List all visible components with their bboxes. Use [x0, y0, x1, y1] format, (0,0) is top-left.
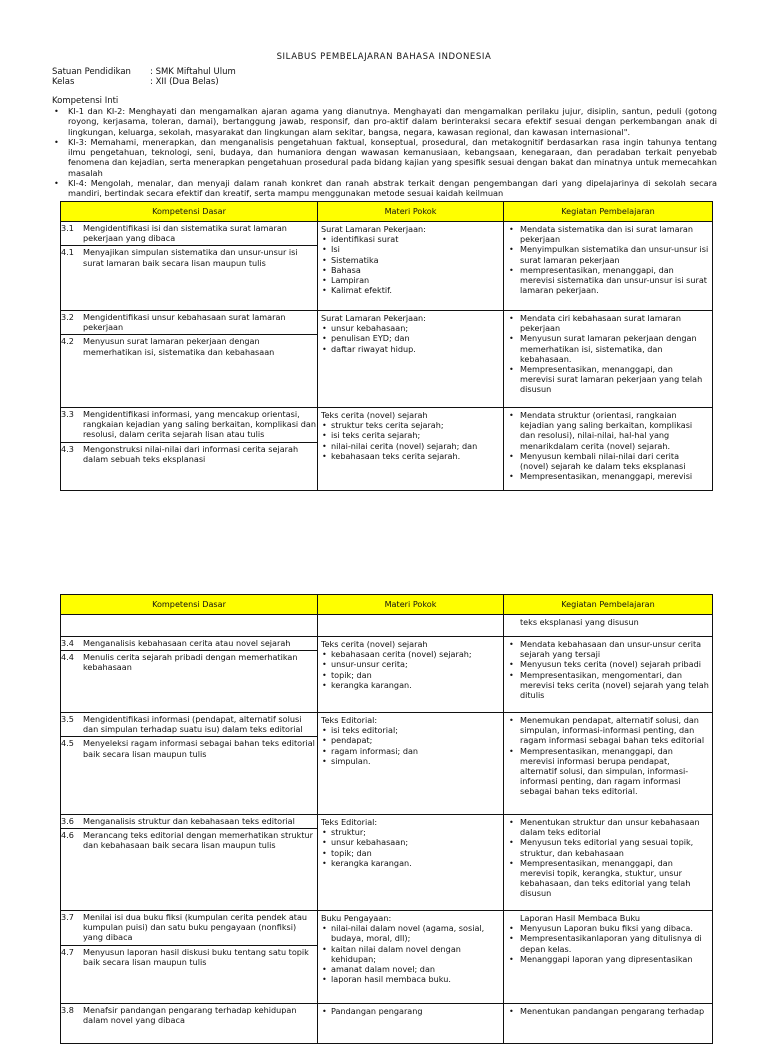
- table-row: [61, 815, 713, 911]
- kd-number: 4.7: [61, 946, 74, 957]
- kd-cell: [61, 615, 318, 637]
- kd-text: Menyajikan simpulan sistematika dan unsur-unsur isi surat lamaran baik secara lisan maupun tulis: [83, 247, 298, 268]
- list-item: • Lampiran: [331, 275, 500, 285]
- kd-item: [61, 650, 317, 674]
- materi-list: [321, 420, 500, 461]
- list-item: • Menanggapi laporan yang dipresentasikan: [520, 954, 709, 964]
- kd-number: 3.4: [61, 638, 74, 648]
- list-item: • Pandangan pengarang: [331, 1006, 500, 1016]
- ki-heading: Kompetensi Inti: [52, 96, 119, 106]
- materi-list: [321, 923, 500, 984]
- materi-cell: [318, 713, 504, 815]
- list-item: • Menentukan pandangan pengarang terhadap: [520, 1006, 709, 1016]
- list-item: • Bahasa: [331, 265, 500, 275]
- kegiatan-list: [507, 313, 709, 395]
- list-item: • Menyusun teks editorial yang sesuai topik, struktur, dan kebahasaan: [520, 837, 709, 857]
- meta-label: Satuan Pendidikan: [52, 67, 131, 77]
- kd-item: [61, 637, 317, 650]
- materi-title: Surat Lamaran Pekerjaan:: [321, 313, 426, 323]
- materi-cell: [318, 311, 504, 408]
- kd-cell: [61, 408, 318, 491]
- kd-item: [61, 334, 317, 358]
- kd-text: Mengidentifikasi informasi, yang mencakup orientasi, rangkaian kejadian yang saling berkaitan, komplikasi dan resolusi, dalam cerita sejarah lisan atau tulis: [83, 409, 316, 440]
- list-item: • Mempresentasikan, menanggapi, dan merevisi surat lamaran pekerjaan yang telah disusun: [520, 364, 709, 395]
- kegiatan-cell: [504, 713, 713, 815]
- kd-cell: [61, 311, 318, 408]
- list-item: • simpulan.: [331, 756, 500, 766]
- list-item: • kaitan nilai dalam novel dengan kehidupan;: [331, 944, 500, 964]
- list-item: • kerangka karangan.: [331, 680, 500, 690]
- kd-number: 4.4: [61, 652, 74, 663]
- kegiatan-cell: [504, 408, 713, 491]
- list-item: • Mempresentasikan, menanggapi, merevisi: [520, 471, 709, 481]
- kd-item: [61, 245, 317, 269]
- kd-item: [61, 222, 317, 245]
- kd-text: Menyusun laporan hasil diskusi buku tentang satu topik baik secara lisan maupun tulis: [83, 946, 309, 967]
- list-item: • topik; dan: [331, 848, 500, 858]
- list-item: • Menyusun kembali nilai-nilai dari cerita (novel) sejarah ke dalam teks eksplanasi: [520, 451, 709, 471]
- materi-cell: [318, 911, 504, 1004]
- materi-list: [321, 725, 500, 766]
- meta-kelas: [52, 77, 219, 87]
- kd-item: [61, 815, 317, 828]
- materi-list: [321, 234, 500, 295]
- materi-title: Surat Lamaran Pekerjaan:: [321, 224, 426, 234]
- list-item: • Isi: [331, 244, 500, 254]
- list-item: • mempresentasikan, menanggapi, dan merevisi sistematika dan unsur-unsur isi surat lamaran pekerjaan.: [520, 265, 709, 296]
- meta-value: : SMK Miftahul Ulum: [150, 67, 236, 77]
- list-item: • Sistematika: [331, 255, 500, 265]
- kd-item: [61, 736, 317, 760]
- kd-cell: [61, 911, 318, 1004]
- kd-text: Menyeleksi ragam informasi sebagai bahan teks editorial baik secara lisan maupun tulis: [83, 738, 315, 759]
- list-item: • Menemukan pendapat, alternatif solusi, dan simpulan, informasi-informasi penting, dan ragam informasi sebagai bahan teks editorial: [520, 715, 709, 746]
- list-item: • penulisan EYD; dan: [331, 333, 500, 343]
- materi-list: [321, 1006, 500, 1016]
- header-kompetensi-dasar: Kompetensi Dasar: [61, 202, 318, 222]
- materi-title: Buku Pengayaan:: [321, 913, 392, 923]
- materi-cell: [318, 615, 504, 637]
- kd-number: 4.6: [61, 830, 74, 841]
- list-item: • daftar riwayat hidup.: [331, 344, 500, 354]
- kd-text: Menyusun surat lamaran pekerjaan dengan memerhatikan isi, sistematika dan kebahasaan: [83, 336, 275, 357]
- table-row: [61, 408, 713, 491]
- materi-title: Teks Editorial:: [321, 715, 378, 725]
- list-item: • Menyusun Laporan buku fiksi yang dibaca.: [520, 923, 709, 933]
- kd-text: Menulis cerita sejarah pribadi dengan memerhatikan kebahasaan: [83, 652, 298, 673]
- kd-number: 4.1: [61, 247, 74, 258]
- ki-item: • KI-1 dan KI-2: Menghayati dan mengamalkan ajaran agama yang dianutnya. Menghayati dan mengamalkan perilaku jujur, disiplin, santun, peduli (gotong royong, kerjasama, toleran, damai), bertanggung jawab, responsif, dan pro-aktif dalam berinteraksi secara efektif sesuai dengan perkembangan anak di lingkungan, keluarga, sekolah, masyarakat dan lingkungan alam sekitar, bangsa, negara, kawasan regional, dan kawasan internasional".: [52, 106, 717, 137]
- table-row: [61, 615, 713, 637]
- list-item: • topik; dan: [331, 670, 500, 680]
- kd-number: 3.3: [61, 409, 74, 419]
- kegiatan-cell: [504, 222, 713, 311]
- kegiatan-list: [507, 639, 709, 700]
- list-item: • kebahasaan teks cerita sejarah.: [331, 451, 500, 461]
- kd-text: Mengonstruksi nilai-nilai dari informasi cerita sejarah dalam sebuah teks eksplanasi: [83, 443, 299, 464]
- materi-list: [321, 827, 500, 868]
- list-item: • struktur;: [331, 827, 500, 837]
- table-row: [61, 222, 713, 311]
- materi-cell: [318, 222, 504, 311]
- page-title: SILABUS PEMBELAJARAN BAHASA INDONESIA: [276, 52, 492, 62]
- materi-cell: [318, 637, 504, 713]
- kd-text: Mengidentifikasi informasi (pendapat, alternatif solusi dan simpulan terhadap suatu isu) dalam teks editorial: [83, 714, 303, 735]
- ki-item: • KI-3: Memahami, menerapkan, dan menganalisis pengetahuan faktual, konseptual, prosedural, dan metakognitif berdasarkan rasa ingin tahunya tentang ilmu pengetahuan, teknologi, seni, budaya, dan humaniora dengan wawasan kemanusiaan, kebangsaan, kenegaraan, dan peradaban terkait penyebab fenomena dan kejadian, serta menerapkan pengetahuan prosedural pada bidang kajian yang spesifik sesuai dengan bakat dan minatnya untuk memecahkan masalah: [52, 137, 717, 178]
- kd-item: [61, 945, 317, 969]
- list-item: • kerangka karangan.: [331, 858, 500, 868]
- syllabus-table-2: [60, 594, 713, 1044]
- kd-item: [61, 828, 317, 852]
- list-item: • Menyusun surat lamaran pekerjaan dengan memerhatikan isi, sistematika, dan kebahasaan.: [520, 333, 709, 364]
- kegiatan-list: [507, 923, 709, 964]
- kd-text: Merancang teks editorial dengan memerhatikan struktur dan kebahasaan baik secara lisan maupun tulis: [83, 830, 313, 851]
- materi-title: Teks cerita (novel) sejarah: [321, 410, 428, 420]
- list-item: • nilai-nilai cerita (novel) sejarah; dan: [331, 441, 500, 451]
- materi-cell: [318, 815, 504, 911]
- list-item: • Mendata ciri kebahasaan surat lamaran pekerjaan: [520, 313, 709, 333]
- kegiatan-cell: [504, 815, 713, 911]
- list-item: • isi teks editorial;: [331, 725, 500, 735]
- kd-number: 3.8: [61, 1005, 74, 1015]
- header-materi-pokok: Materi Pokok: [318, 202, 504, 222]
- header-kegiatan: Kegiatan Pembelajaran: [504, 595, 713, 615]
- list-item: • Mendata struktur (orientasi, rangkaian kejadian yang saling berkaitan, komplikasi dan resolusi), nilai-nilai, hal-hal yang menarikdalam cerita (novel) sejarah.: [520, 410, 709, 451]
- kegiatan-list: [507, 410, 709, 481]
- kd-number: 3.7: [61, 912, 74, 922]
- kd-item: [61, 408, 317, 442]
- list-item: • Mempresentasikan, mengomentari, dan merevisi teks cerita (novel) sejarah yang telah ditulis: [520, 670, 709, 701]
- kegiatan-list: [507, 224, 709, 295]
- kd-cell: [61, 713, 318, 815]
- header-kegiatan: Kegiatan Pembelajaran: [504, 202, 713, 222]
- table-header-row: [61, 595, 713, 615]
- kd-cell: [61, 222, 318, 311]
- kd-number: 4.2: [61, 336, 74, 347]
- list-item: • Mendata sistematika dan isi surat lamaran pekerjaan: [520, 224, 709, 244]
- kd-item: [61, 311, 317, 334]
- meta-label: Kelas: [52, 77, 75, 87]
- table-row: [61, 637, 713, 713]
- kd-number: 4.3: [61, 443, 74, 454]
- kegiatan-cell: [504, 637, 713, 713]
- kd-item: [61, 442, 317, 466]
- kd-cell: [61, 815, 318, 911]
- list-item: • kebahasaan cerita (novel) sejarah;: [331, 649, 500, 659]
- list-item: • unsur kebahasaan;: [331, 323, 500, 333]
- kd-item: [61, 713, 317, 736]
- list-item: • Mempresentasikan, menanggapi, dan merevisi informasi berupa pendapat, alternatif solusi, dan simpulan, informasi-informasi penting, dan ragam informasi sebagai bahan teks editorial.: [520, 746, 709, 797]
- list-item: • amanat dalam novel; dan: [331, 964, 500, 974]
- materi-cell: [318, 408, 504, 491]
- kd-text: Menganalisis kebahasaan cerita atau novel sejarah: [83, 638, 291, 648]
- materi-title: Teks cerita (novel) sejarah: [321, 639, 428, 649]
- kegiatan-cell: [504, 615, 713, 637]
- list-item: • identifikasi surat: [331, 234, 500, 244]
- kd-text: Mengidentifikasi unsur kebahasaan surat lamaran pekerjaan: [83, 312, 286, 333]
- materi-list: [321, 649, 500, 690]
- materi-title: Teks Editorial:: [321, 817, 378, 827]
- kd-text: Mengidentifikasi isi dan sistematika surat lamaran pekerjaan yang dibaca: [83, 223, 287, 244]
- kd-text: Menganalisis struktur dan kebahasaan teks editorial: [83, 816, 295, 826]
- kegiatan-list: [507, 817, 709, 899]
- kegiatan-list: [507, 715, 709, 797]
- list-item: • Mempresentasikan, menanggapi, dan merevisi topik, kerangka, stuktur, unsur kebahasaan, dan teks editorial yang telah disusun: [520, 858, 709, 899]
- list-item: • unsur kebahasaan;: [331, 837, 500, 847]
- table-row: [61, 713, 713, 815]
- list-item: • Mempresentasikanlaporan yang ditulisnya di depan kelas.: [520, 933, 709, 953]
- meta-satuan: [52, 67, 236, 77]
- list-item: • Menentukan struktur dan unsur kebahasaan dalam teks editorial: [520, 817, 709, 837]
- header-materi-pokok: Materi Pokok: [318, 595, 504, 615]
- list-item: • isi teks cerita sejarah;: [331, 430, 500, 440]
- kd-number: 3.2: [61, 312, 74, 322]
- ki-list: [52, 106, 717, 199]
- table-row: [61, 911, 713, 1004]
- list-item: • Mendata kebahasaan dan unsur-unsur cerita sejarah yang tersaji: [520, 639, 709, 659]
- header-kompetensi-dasar: Kompetensi Dasar: [61, 595, 318, 615]
- table-header-row: [61, 202, 713, 222]
- meta-value: : XII (Dua Belas): [150, 77, 219, 87]
- list-item: • Menyimpulkan sistematika dan unsur-unsur isi surat lamaran pekerjaan: [520, 244, 709, 264]
- list-item: • Menyusun teks cerita (novel) sejarah pribadi: [520, 659, 709, 669]
- table-row: [61, 311, 713, 408]
- kd-text: Menilai isi dua buku fiksi (kumpulan cerita pendek atau kumpulan puisi) dan satu buku pengayaan (nonfiksi) yang dibaca: [83, 912, 308, 943]
- kd-number: 3.6: [61, 816, 74, 826]
- kegiatan-cell: [504, 911, 713, 1004]
- ki-item: • KI-4: Mengolah, menalar, dan menyaji dalam ranah konkret dan ranah abstrak terkait dengan pengembangan dari yang dipelajarinya di sekolah secara mandiri, bertindak secara efektif dan kreatif, serta mampu menggunakan metode sesuai kaidah keilmuan: [52, 178, 717, 199]
- list-item: • pendapat;: [331, 735, 500, 745]
- kegiatan-list: [507, 1006, 709, 1016]
- kegiatan-cell: [504, 311, 713, 408]
- kegiatan-title: Laporan Hasil Membaca Buku: [520, 913, 641, 923]
- kd-cell: [61, 637, 318, 713]
- list-item: • nilai-nilai dalam novel (agama, sosial, budaya, moral, dll);: [331, 923, 500, 943]
- list-item: • struktur teks cerita sejarah;: [331, 420, 500, 430]
- list-item: • unsur-unsur cerita;: [331, 659, 500, 669]
- kd-number: 4.5: [61, 738, 74, 749]
- syllabus-table-1: [60, 201, 713, 491]
- continuation-text: teks eksplanasi yang disusun: [520, 617, 639, 627]
- kd-number: 3.5: [61, 714, 74, 724]
- list-item: • laporan hasil membaca buku.: [331, 974, 500, 984]
- kd-item: [61, 911, 317, 945]
- list-item: • ragam informasi; dan: [331, 746, 500, 756]
- kd-text: Menafsir pandangan pengarang terhadap kehidupan dalam novel yang dibaca: [83, 1005, 297, 1026]
- kd-number: 3.1: [61, 223, 74, 233]
- materi-list: [321, 323, 500, 354]
- list-item: • Kalimat efektif.: [331, 285, 500, 295]
